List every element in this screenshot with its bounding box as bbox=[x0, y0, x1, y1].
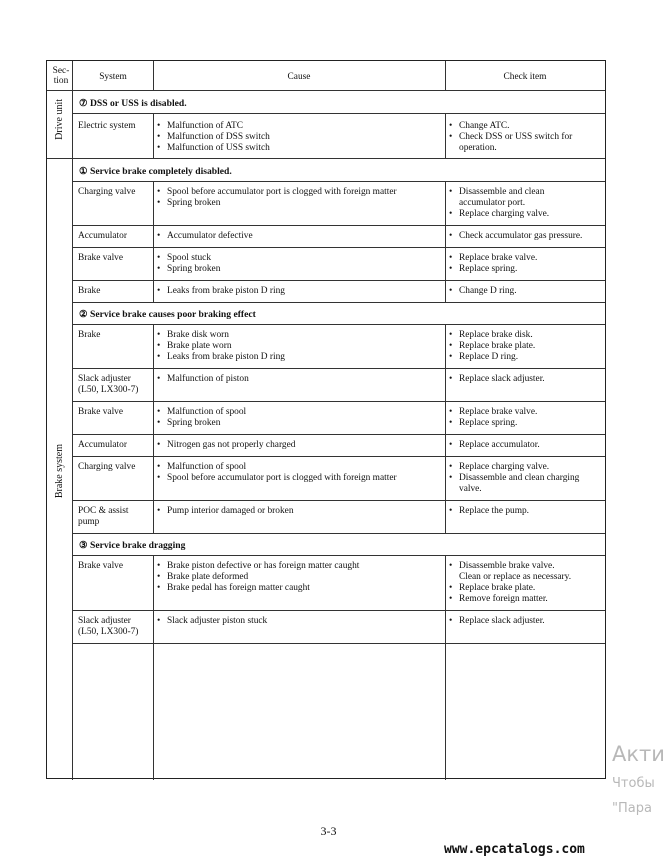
cause-list bbox=[157, 462, 443, 484]
list-item-text: Replace brake disk. bbox=[459, 330, 533, 340]
divider bbox=[153, 61, 154, 90]
list-item-text: Nitrogen gas not properly charged bbox=[167, 440, 296, 450]
list-item bbox=[157, 462, 443, 473]
bullet-icon: • bbox=[157, 143, 161, 153]
cause-list bbox=[157, 231, 443, 242]
bullet-icon: • bbox=[449, 286, 453, 296]
check-list bbox=[449, 121, 605, 154]
system-cell: Electric system bbox=[78, 121, 136, 131]
list-item bbox=[157, 286, 443, 297]
list-item-text: Accumulator defective bbox=[167, 231, 253, 241]
list-item-text: Leaks from brake piston D ring bbox=[167, 352, 285, 362]
system-cell: Brake bbox=[78, 286, 101, 296]
bullet-icon: • bbox=[157, 132, 161, 142]
list-item-text: Malfunction of USS switch bbox=[167, 143, 270, 153]
list-item-text: Pump interior damaged or broken bbox=[167, 506, 294, 516]
list-item-text: Replace slack adjuster. bbox=[459, 616, 545, 626]
side-label-drive-unit: Drive unit bbox=[54, 99, 65, 140]
divider bbox=[445, 61, 446, 90]
list-item bbox=[157, 341, 443, 352]
list-item-text: Replace spring. bbox=[459, 264, 518, 274]
list-item-text: Malfunction of DSS switch bbox=[167, 132, 270, 142]
check-list bbox=[449, 440, 605, 451]
system-cell: Accumulator bbox=[78, 231, 127, 241]
bullet-icon: • bbox=[157, 330, 161, 340]
bullet-icon: • bbox=[449, 583, 453, 593]
list-item-text: Malfunction of spool bbox=[167, 462, 247, 472]
header-section: Sec- tion bbox=[52, 66, 70, 86]
list-item bbox=[449, 352, 605, 363]
list-item-text: Malfunction of spool bbox=[167, 407, 247, 417]
header-cause: Cause bbox=[287, 72, 311, 82]
bullet-icon: • bbox=[157, 418, 161, 428]
divider bbox=[153, 181, 154, 302]
divider bbox=[153, 113, 154, 158]
cause-list bbox=[157, 286, 443, 297]
system-cell: Brake valve bbox=[78, 407, 124, 417]
list-item bbox=[449, 121, 605, 132]
check-list bbox=[449, 231, 605, 242]
system-cell: Charging valve bbox=[78, 187, 136, 197]
list-item bbox=[449, 374, 605, 385]
bullet-icon: • bbox=[157, 407, 161, 417]
list-item bbox=[449, 341, 605, 352]
list-item bbox=[449, 440, 605, 451]
system-cell: Brake valve bbox=[78, 253, 124, 263]
activation-notice: Акти bbox=[612, 742, 665, 766]
list-item bbox=[449, 561, 605, 583]
divider bbox=[73, 533, 605, 534]
list-item-text: Malfunction of ATC bbox=[167, 121, 244, 131]
check-list bbox=[449, 561, 605, 605]
bullet-icon: • bbox=[449, 473, 453, 483]
troubleshooting-table bbox=[46, 60, 606, 779]
bullet-icon: • bbox=[449, 561, 453, 571]
divider bbox=[153, 555, 154, 780]
bullet-icon: • bbox=[449, 187, 453, 197]
list-item-text: Brake pedal has foreign matter caught bbox=[167, 583, 310, 593]
check-list bbox=[449, 187, 605, 220]
list-item bbox=[157, 253, 443, 264]
list-item bbox=[157, 473, 443, 484]
list-item-text: Disassemble and clean charging valve. bbox=[459, 473, 580, 494]
check-list bbox=[449, 506, 605, 517]
list-item-text: Spool before accumulator port is clogged with foreign matter bbox=[167, 473, 397, 483]
list-item bbox=[449, 418, 605, 429]
list-item bbox=[449, 286, 605, 297]
list-item-text: Brake disk worn bbox=[167, 330, 229, 340]
list-item bbox=[449, 407, 605, 418]
bullet-icon: • bbox=[157, 616, 161, 626]
divider bbox=[47, 158, 605, 159]
bullet-icon: • bbox=[157, 462, 161, 472]
bullet-icon: • bbox=[157, 341, 161, 351]
list-item bbox=[449, 132, 605, 154]
bullet-icon: • bbox=[449, 231, 453, 241]
system-cell: Brake valve bbox=[78, 561, 124, 571]
bullet-icon: • bbox=[449, 209, 453, 219]
list-item bbox=[449, 462, 605, 473]
bullet-icon: • bbox=[449, 253, 453, 263]
list-item-text: Replace D ring. bbox=[459, 352, 519, 362]
watermark-url: www.epcatalogs.com bbox=[444, 842, 585, 857]
list-item bbox=[157, 616, 443, 627]
list-item bbox=[157, 352, 443, 363]
check-list bbox=[449, 462, 605, 495]
list-item-text: Spring broken bbox=[167, 198, 221, 208]
list-item bbox=[157, 187, 443, 198]
system-cell: Slack adjuster (L50, LX300-7) bbox=[78, 616, 139, 637]
bullet-icon: • bbox=[157, 561, 161, 571]
list-item-text: Replace charging valve. bbox=[459, 462, 550, 472]
activation-notice: "Пара bbox=[612, 801, 652, 816]
bullet-icon: • bbox=[449, 330, 453, 340]
list-item-text: Replace brake plate. bbox=[459, 341, 536, 351]
cause-list bbox=[157, 407, 443, 429]
list-item-text: Spring broken bbox=[167, 264, 221, 274]
list-item-text: Leaks from brake piston D ring bbox=[167, 286, 285, 296]
divider bbox=[153, 324, 154, 533]
cause-list bbox=[157, 121, 443, 154]
list-item bbox=[157, 561, 443, 572]
check-list bbox=[449, 286, 605, 297]
bullet-icon: • bbox=[157, 286, 161, 296]
divider bbox=[72, 61, 73, 780]
bullet-icon: • bbox=[449, 616, 453, 626]
bullet-icon: • bbox=[157, 264, 161, 274]
list-item-text: Spring broken bbox=[167, 418, 221, 428]
list-item bbox=[157, 121, 443, 132]
system-cell: Brake bbox=[78, 330, 101, 340]
list-item bbox=[449, 473, 605, 495]
list-item-text: Change D ring. bbox=[459, 286, 517, 296]
list-item bbox=[157, 143, 443, 154]
bullet-icon: • bbox=[157, 121, 161, 131]
bullet-icon: • bbox=[449, 264, 453, 274]
activation-notice: Чтобы bbox=[612, 776, 655, 791]
list-item bbox=[157, 440, 443, 451]
cause-list bbox=[157, 561, 443, 594]
side-label-brake-system: Brake system bbox=[54, 444, 65, 499]
list-item bbox=[157, 330, 443, 341]
list-item-text: Replace the pump. bbox=[459, 506, 530, 516]
bullet-icon: • bbox=[157, 473, 161, 483]
divider bbox=[73, 302, 605, 303]
list-item bbox=[157, 132, 443, 143]
bullet-icon: • bbox=[449, 594, 453, 604]
system-cell: Charging valve bbox=[78, 462, 136, 472]
section-title: ⑦ DSS or USS is disabled. bbox=[79, 98, 187, 109]
system-cell: Slack adjuster (L50, LX300-7) bbox=[78, 374, 139, 395]
system-cell: POC & assist pump bbox=[78, 506, 129, 527]
cause-list bbox=[157, 440, 443, 451]
bullet-icon: • bbox=[157, 440, 161, 450]
cause-list bbox=[157, 506, 443, 517]
check-list bbox=[449, 407, 605, 429]
list-item bbox=[157, 418, 443, 429]
list-item bbox=[157, 264, 443, 275]
list-item-text: Check DSS or USS switch for operation. bbox=[459, 132, 573, 153]
list-item-text: Disassemble brake valve. Clean or replace as necessary. bbox=[459, 561, 572, 582]
bullet-icon: • bbox=[449, 341, 453, 351]
list-item-text: Replace accumulator. bbox=[459, 440, 540, 450]
bullet-icon: • bbox=[157, 198, 161, 208]
section-title: ② Service brake causes poor braking effect bbox=[79, 309, 256, 320]
cause-list bbox=[157, 374, 443, 385]
list-item bbox=[449, 231, 605, 242]
header-check-item: Check item bbox=[503, 72, 547, 82]
list-item-text: Check accumulator gas pressure. bbox=[459, 231, 583, 241]
list-item-text: Remove foreign matter. bbox=[459, 594, 548, 604]
cause-list bbox=[157, 616, 443, 627]
bullet-icon: • bbox=[157, 506, 161, 516]
list-item bbox=[157, 506, 443, 517]
bullet-icon: • bbox=[449, 418, 453, 428]
list-item bbox=[449, 506, 605, 517]
bullet-icon: • bbox=[449, 121, 453, 131]
list-item-text: Replace brake valve. bbox=[459, 253, 538, 263]
bullet-icon: • bbox=[157, 352, 161, 362]
divider bbox=[47, 90, 605, 91]
list-item bbox=[157, 198, 443, 209]
list-item-text: Change ATC. bbox=[459, 121, 510, 131]
system-cell: Accumulator bbox=[78, 440, 127, 450]
check-list bbox=[449, 616, 605, 627]
bullet-icon: • bbox=[157, 253, 161, 263]
divider bbox=[445, 324, 446, 533]
divider bbox=[445, 113, 446, 158]
bullet-icon: • bbox=[157, 187, 161, 197]
list-item-text: Spool stuck bbox=[167, 253, 212, 263]
bullet-icon: • bbox=[449, 352, 453, 362]
list-item bbox=[449, 583, 605, 594]
bullet-icon: • bbox=[449, 462, 453, 472]
divider bbox=[445, 555, 446, 780]
bullet-icon: • bbox=[449, 407, 453, 417]
section-title: ③ Service brake dragging bbox=[79, 540, 186, 551]
list-item-text: Malfunction of piston bbox=[167, 374, 249, 384]
list-item bbox=[157, 583, 443, 594]
list-item bbox=[449, 594, 605, 605]
bullet-icon: • bbox=[157, 231, 161, 241]
list-item-text: Replace spring. bbox=[459, 418, 518, 428]
divider bbox=[445, 181, 446, 302]
list-item bbox=[449, 616, 605, 627]
list-item bbox=[449, 330, 605, 341]
list-item bbox=[449, 253, 605, 264]
page-number: 3-3 bbox=[320, 824, 337, 838]
list-item-text: Brake plate deformed bbox=[167, 572, 249, 582]
list-item bbox=[449, 264, 605, 275]
section-title: ① Service brake completely disabled. bbox=[79, 166, 232, 177]
list-item bbox=[157, 572, 443, 583]
list-item-text: Slack adjuster piston stuck bbox=[167, 616, 268, 626]
list-item bbox=[449, 209, 605, 220]
list-item-text: Brake plate worn bbox=[167, 341, 232, 351]
list-item-text: Replace charging valve. bbox=[459, 209, 550, 219]
list-item bbox=[157, 407, 443, 418]
list-item bbox=[157, 231, 443, 242]
list-item-text: Replace slack adjuster. bbox=[459, 374, 545, 384]
list-item-text: Brake piston defective or has foreign matter caught bbox=[167, 561, 360, 571]
bullet-icon: • bbox=[449, 506, 453, 516]
header-system: System bbox=[99, 72, 127, 82]
list-item-text: Disassemble and clean accumulator port. bbox=[459, 187, 545, 208]
cause-list bbox=[157, 253, 443, 275]
list-item-text: Replace brake plate. bbox=[459, 583, 536, 593]
bullet-icon: • bbox=[449, 440, 453, 450]
list-item-text: Replace brake valve. bbox=[459, 407, 538, 417]
bullet-icon: • bbox=[157, 374, 161, 384]
list-item bbox=[157, 374, 443, 385]
cause-list bbox=[157, 187, 443, 209]
bullet-icon: • bbox=[449, 132, 453, 142]
bullet-icon: • bbox=[449, 374, 453, 384]
bullet-icon: • bbox=[157, 583, 161, 593]
check-list bbox=[449, 330, 605, 363]
cause-list bbox=[157, 330, 443, 363]
check-list bbox=[449, 253, 605, 275]
list-item-text: Spool before accumulator port is clogged with foreign matter bbox=[167, 187, 397, 197]
check-list bbox=[449, 374, 605, 385]
bullet-icon: • bbox=[157, 572, 161, 582]
list-item bbox=[449, 187, 605, 209]
